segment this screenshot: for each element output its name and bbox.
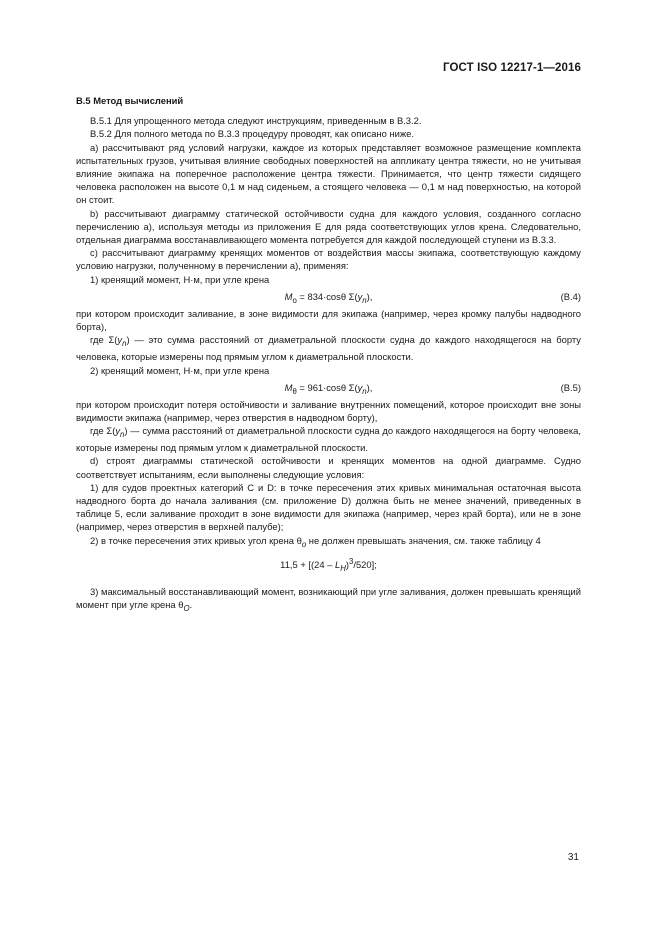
paragraph: c) рассчитывают диаграмму кренящих моментов от воздействия массы экипажа, соответствующую каждому условию нагрузки, полученному в перечислении a), применяя: <box>76 247 581 272</box>
paragraph: a) рассчитывают ряд условий нагрузки, каждое из которых представляет возможное размещение комплекта испытательных грузов, учитывая влияние свободных поверхностей на аппликату центра тяжести, но не учитывая влияние экипажа на поперечное расположение центра тяжести. Принимается, что центр тяжести сидящего человека расположен на высоте 0,1 м над сиденьем, а стоящего человека — 0,1 м над поверхностью, на которой он стоит. <box>76 141 581 206</box>
formula-expression: $M_o = 834\cdot\cos\theta$ $\Sigma(y_n)$, <box>284 290 373 305</box>
paragraph: d) строят диаграммы статической остойчивости и кренящих моментов на одной диаграмме. Судно соответствует испытаниям, если выполнены следующие условия: <box>76 455 581 480</box>
paragraph: 1) кренящий момент, Н·м, при угле крена <box>90 273 270 285</box>
paragraph: при котором происходит заливание, в зоне видимости для экипажа (например, через кромку палубы надводного борта), <box>76 307 581 333</box>
formula-limit: $11,5 + [(24 - L_H)^3/520]$; <box>280 556 377 573</box>
paragraph: 2) кренящий момент, Н·м, при угле крена <box>90 364 270 376</box>
document-body <box>76 94 581 615</box>
page-number: 31 <box>567 852 579 863</box>
paragraph: где $\Sigma(y_n)$ — сумма расстояний от диаметральной плоскости судна до каждого находящегося на борту человека, которые измерены под прямым углом к диаметральной плоскости. <box>76 425 581 454</box>
paragraph: при котором происходит потеря остойчивости и заливание внутренних помещений, которое происходит вне зоны видимости экипажа (например, через отверстия в надводном борту), <box>76 398 581 423</box>
formula-b4 <box>76 288 581 305</box>
paragraph: 3) максимальный восстанавливающий момент, возникающий при угле заливания, должен превышать кренящий момент при угле крена $\theta_O$. <box>76 585 581 613</box>
paragraph: b) рассчитывают диаграмму статической остойчивости судна для каждого условия, созданного согласно перечислению a), используя методы из приложения E для ряда соответствующих углов крена. Следовательно, отдельная диаграмма восстанавливающего момента потребуется для каждой последующей ступени из B.3.3. <box>76 207 581 246</box>
paragraph: где $\Sigma(y_n)$ — это сумма расстояний от диаметральной плоскости судна до каждого находящегося на борту человека, которые измерены под прямым углом к диаметральной плоскости. <box>76 334 581 363</box>
formula-number: (B.5) <box>560 381 581 393</box>
paragraph: 2) в точке пересечения этих кривых угол крена $\theta_o$ не должен превышать значения, см. также таблицу 4 <box>90 534 541 549</box>
formula-b5 <box>76 379 581 396</box>
paragraph: B.5.2 Для полного метода по B.3.3 процедуру проводят, как описано ниже. <box>90 128 414 140</box>
paragraph: 1) для судов проектных категорий C и D: в точке пересечения этих кривых минимальная остаточная высота надводного борта до начала заливания (см. приложение D) должна быть не менее значений, приведенных в таблице 5, если заливание проходит в зоне видимости для экипажа (например, через край борта), или не в зоне (например, через отверстия в верхней палубе); <box>76 481 581 533</box>
paragraph: B.5.1 Для упрощенного метода следуют инструкциям, приведенным в B.3.2. <box>90 115 422 127</box>
formula-expression: $M_\theta = 961\cdot\cos\theta$ $\Sigma(y_n)$, <box>284 381 373 396</box>
formula-number: (B.4) <box>560 290 581 302</box>
page-header: ГОСТ ISO 12217-1—2016 <box>443 62 581 74</box>
section-title: B.5 Метод вычислений <box>76 95 184 106</box>
